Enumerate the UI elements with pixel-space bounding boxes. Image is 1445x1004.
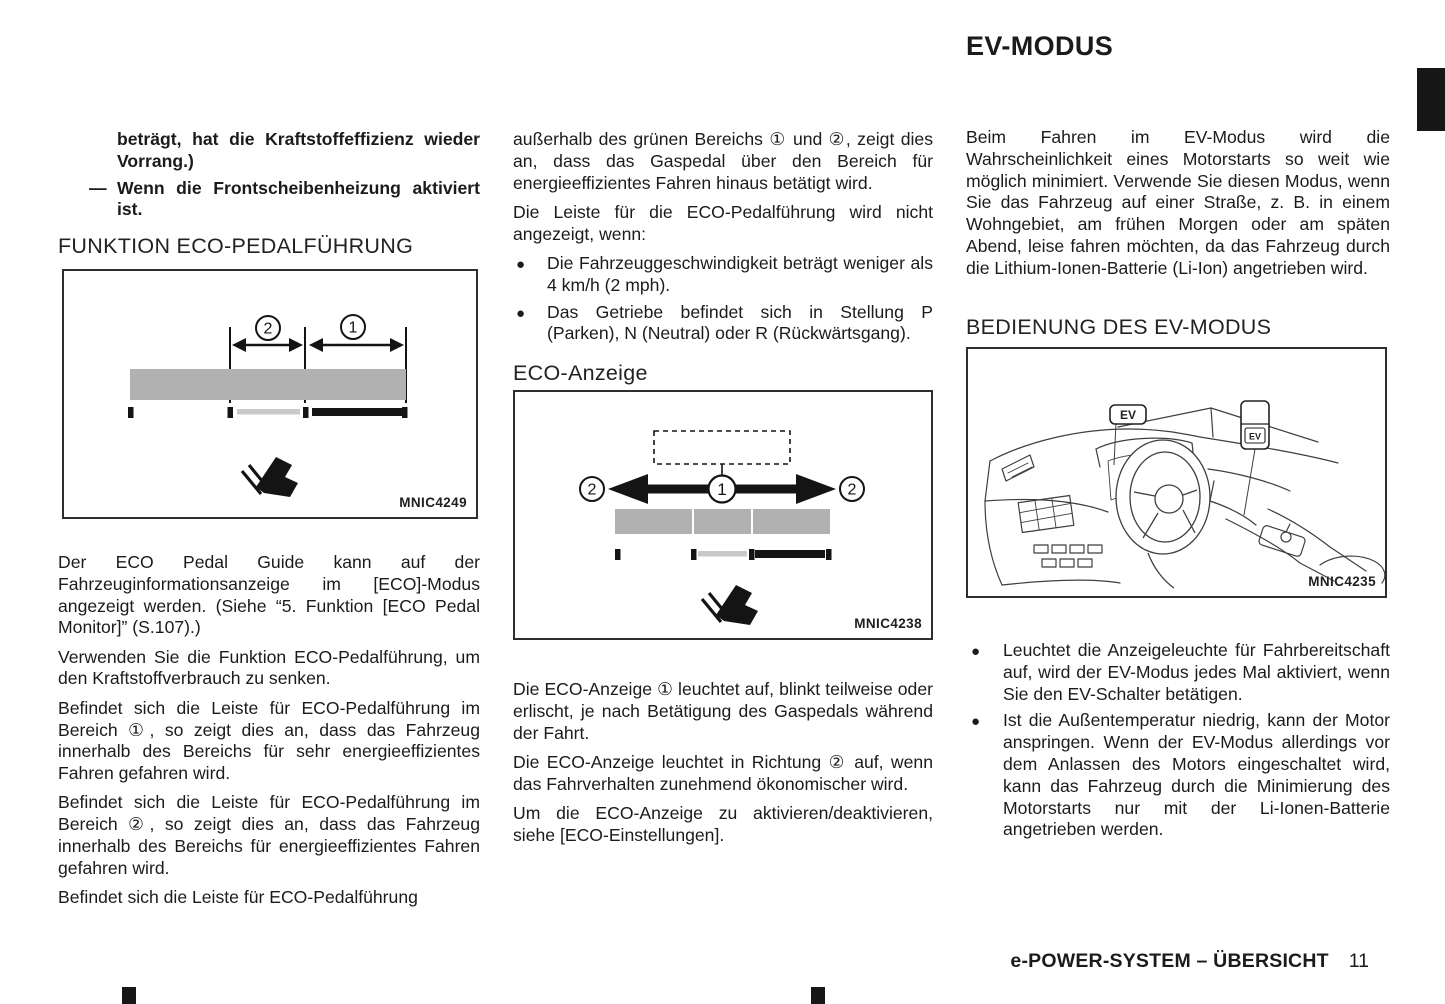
callout-2-badge-left [580,477,604,501]
zone2-segment [698,551,747,557]
bullet-icon: ● [516,304,526,322]
list-marker: — [89,177,107,198]
paragraph: Die Leiste für die ECO-Pedalführung wird nicht angezeigt, wenn: [513,201,933,244]
svg-text:2: 2 [847,481,857,499]
paragraph: Beim Fahren im EV-Modus wird die Wahrscheinlichkeit eines Motorstarts so weit wie möglich minimiert. Verwende Sie diesen Modus, wenn Sie das Fahrzeug auf einer Straße, z. B. in einem Wohngebiet, am frühen Morgen oder am späten Abend, leise fahren möchten, da das Fahrzeug durch die Lithium-Ionen-Batterie (Li-Ion) angetrieben wird. [966,127,1390,278]
figure-eco-pedal-guide [62,269,478,519]
bullet-text: Leuchtet die Anzeigeleuchte für Fahrbereitschaft auf, wird der EV-Modus jedes Mal aktiviert, wenn Sie den EV-Schalter betätigen. [1003,640,1390,704]
paragraph: Die ECO-Anzeige leuchtet in Richtung ② auf, wenn das Fahrverhalten zunehmend ökonomischer wird. [513,751,933,794]
pedal-guide-bar [130,369,406,400]
bullet-icon: ● [516,255,526,273]
list-item [58,129,480,173]
svg-text:1: 1 [717,480,727,499]
svg-text:2: 2 [263,320,273,338]
middle-column-text-top [513,129,933,350]
paragraph: Befindet sich die Leiste für ECO-Pedalführung im Bereich ①, so zeigt dies an, dass das Fahrzeug innerhalb des Bereichs für sehr energieeffizientes Fahren gefahren wird. [58,697,480,784]
left-column-text [58,552,480,916]
callout-2-badge-right [840,477,864,501]
print-mark-left [122,987,136,1004]
footer-page-number: 11 [1348,950,1369,972]
bullet-icon: ● [971,713,981,731]
list-item-text: Wenn die Frontscheibenheizung aktiviert ist. [117,177,480,220]
section-heading-eco-display: ECO-Anzeige [513,361,648,385]
list-item [58,178,480,222]
figure-label: MNIC4249 [399,495,467,510]
list-item [966,640,1390,705]
paragraph: Die ECO-Anzeige ① leuchtet auf, blinkt teilweise oder erlischt, je nach Betätigung des Gaspedals während der Fahrt. [513,679,933,743]
print-mark-center [811,987,825,1004]
callout-1-badge [341,315,365,339]
steering-wheel [1116,440,1210,588]
figure-ev-mode-switch [966,347,1387,598]
display-placeholder-box [654,431,790,464]
page-title: EV-MODUS [966,31,1114,61]
bullet-text: Die Fahrzeuggeschwindigkeit beträgt weniger als 4 km/h (2 mph). [547,252,933,295]
paragraph: Um die ECO-Anzeige zu aktivieren/deaktivieren, siehe [ECO-Einstellungen]. [513,802,933,845]
figure-label: MNIC4235 [1308,574,1376,589]
eco-display-bar [615,509,830,534]
ev-switch-label: EV [1248,431,1262,442]
middle-column-text-bottom [513,679,933,854]
page-footer [1010,950,1369,973]
callout-1-badge [709,476,736,503]
zone1-segment [312,408,402,416]
section-tab-marker [1417,68,1445,131]
paragraph: Der ECO Pedal Guide kann auf der Fahrzeuginformationsanzeige im [ECO]-Modus angezeigt werden. (Siehe “5. Funktion [ECO Pedal Monitor]” (S.107).) [58,552,480,638]
zone1-segment [755,550,825,558]
paragraph: Befindet sich die Leiste für ECO-Pedalführung [58,887,418,908]
paragraph: Verwenden Sie die Funktion ECO-Pedalführung, um den Kraftstoffverbrauch zu senken. [58,646,480,689]
list-item-text: beträgt, hat die Kraftstoffeffizienz wieder Vorrang.) [117,129,480,171]
list-item [966,710,1390,841]
section-heading-ev-mode-operation: BEDIENUNG DES EV-MODUS [966,315,1272,339]
zone2-segment [237,409,300,415]
svg-text:2: 2 [587,481,597,499]
ev-switch [1241,401,1269,515]
eco-pedal-guide-diagram [64,271,476,517]
list-item [513,302,933,346]
bullet-icon: ● [971,643,981,660]
range-arrow-zone1 [309,338,404,352]
eco-arrow-left [608,474,722,504]
eco-arrow-right [722,474,836,504]
figure-label: MNIC4238 [854,616,922,631]
eco-display-diagram [515,392,931,638]
paragraph: außerhalb des grünen Bereichs ① und ②, zeigt dies an, dass das Gaspedal über den Bereich für energieeffizientes Fahren hinaus betätigt wird. [513,129,933,193]
svg-text:1: 1 [348,319,358,337]
paragraph: Befindet sich die Leiste für ECO-Pedalführung im Bereich ②, so zeigt dies an, dass das Fahrzeug innerhalb des Bereichs für energieeffizientes Fahren gefahren wird. [58,792,480,878]
list-item [513,253,933,297]
bullet-text: Ist die Außentemperatur niedrig, kann der Motor anspringen. Wenn der EV-Modus allerdings vor dem Anlassen des Motors eingeschaltet wird, kann das Fahrzeug durch die Minimierung des Motorstarts nur mit der Li-Ionen-Batterie angetrieben werden. [1003,710,1390,840]
right-column-bullets [966,640,1390,846]
ev-cluster-label: EV [1119,408,1137,422]
section-heading-eco-pedal-function: FUNKTION ECO-PEDALFÜHRUNG [58,234,414,258]
figure-eco-display [513,390,933,640]
bullet-text: Das Getriebe befindet sich in Stellung P (Parken), N (Neutral) oder R (Rückwärtsgang). [547,301,933,344]
intro-list [58,129,480,226]
right-column-intro [966,127,1390,287]
callout-2-badge [256,316,280,340]
dashboard-diagram [968,349,1385,596]
footer-section-title: e-POWER-SYSTEM – ÜBERSICHT [1010,950,1329,972]
